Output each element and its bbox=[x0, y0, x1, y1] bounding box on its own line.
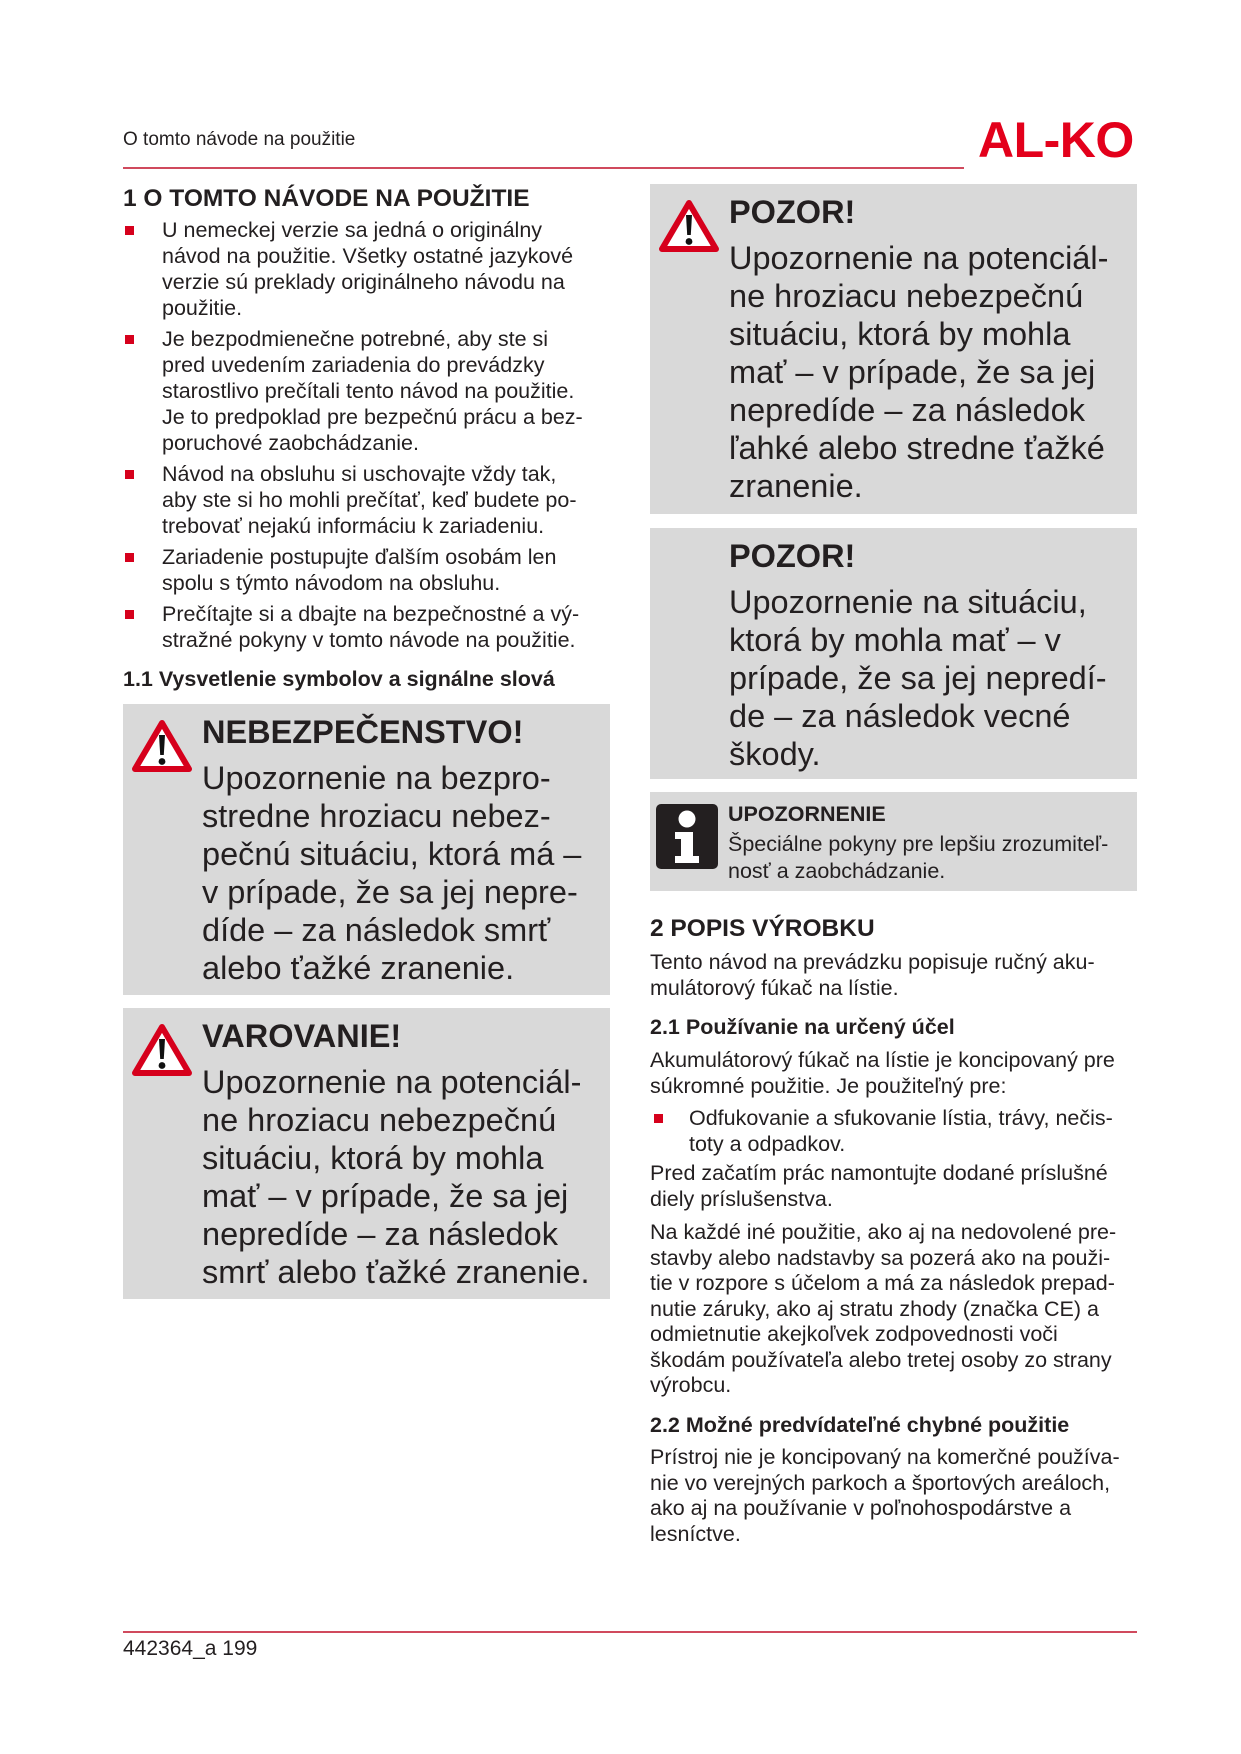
notice-box bbox=[650, 792, 1137, 891]
subsection-2-1-paragraph: Na každé iné použitie, ako aj na nedovolené pre- stavby alebo nadstavby sa pozerá ako na použi- tie v rozpore s účelom a má za následok prepad- nutie záruky, ako aj stratu zhody (značka CE) a odmietnutie akejkoľvek zodpovednosti voči škodám používateľa alebo tretej osoby zo strany výrobcu. bbox=[650, 1220, 1117, 1397]
danger-signal-box bbox=[123, 704, 610, 995]
section-1-title: 1 O TOMTO NÁVODE NA POUŽITIE bbox=[123, 185, 530, 212]
danger-signal-text: Upozornenie na bezpro- stredne hroziacu nebez- pečnú situáciu, ktorá má – v prípade, že sa jej nepre- díde – za následok smrť alebo ťažké zranenie. bbox=[202, 760, 582, 986]
warning-signal-content bbox=[202, 1016, 610, 1291]
list-item-text: Návod na obsluhu si uschovajte vždy tak, aby ste si ho mohli prečítať, keď budete po- trebovať nejakú informáciu k zariadeniu. bbox=[162, 462, 577, 538]
running-header: O tomto návode na použitie bbox=[123, 129, 356, 150]
warning-triangle-icon bbox=[130, 718, 194, 774]
caution-injury-signal-content bbox=[729, 192, 1137, 505]
bullet-square-icon bbox=[125, 470, 134, 479]
list-item-text: Je bezpodmienečne potrebné, aby ste si pred uvedením zariadenia do prevádzky starostlivo prečítali tento návod na použitie. Je to predpoklad pre bezpečnú prácu a bez- poruchové zaobchádzanie. bbox=[162, 327, 583, 455]
caution-damage-signal-title: POZOR! bbox=[729, 538, 856, 574]
caution-injury-signal-title: POZOR! bbox=[729, 194, 856, 230]
subsection-1-1-title: 1.1 Vysvetlenie symbolov a signálne slová bbox=[123, 667, 555, 691]
header-divider bbox=[123, 167, 964, 169]
footer-divider bbox=[123, 1631, 1137, 1633]
list-item-text: U nemeckej verzie sa jedná o originálny návod na použitie. Všetky ostatné jazykové verzie sú preklady originálneho návodu na použitie. bbox=[162, 218, 574, 320]
warning-signal-text: Upozornenie na potenciál- ne hroziacu nebezpečnú situáciu, ktorá by mohla mať – v prípade, že sa jej nepredíde – za následok smrť alebo ťažké zranenie. bbox=[202, 1064, 590, 1290]
subsection-2-1-title: 2.1 Používanie na určený účel bbox=[650, 1015, 955, 1039]
subsection-2-1-paragraph: Pred začatím prác namontujte dodané príslušné diely príslušenstva. bbox=[650, 1161, 1108, 1211]
section-2-intro: Tento návod na prevádzku popisuje ručný aku- mulátorový fúkač na lístie. bbox=[650, 950, 1095, 1000]
list-item-text: Prečítajte si a dbajte na bezpečnostné a vý- stražné pokyny v tomto návode na použitie. bbox=[162, 602, 580, 652]
section-1-bullet-list bbox=[123, 217, 610, 658]
bullet-square-icon bbox=[125, 335, 134, 344]
list-item bbox=[123, 217, 610, 321]
list-item bbox=[123, 601, 610, 653]
warning-triangle-icon bbox=[657, 198, 721, 254]
caution-damage-signal-content bbox=[729, 536, 1137, 773]
section-2-title: 2 POPIS VÝROBKU bbox=[650, 915, 875, 942]
list-item bbox=[123, 326, 610, 456]
alko-logo: AL-KO bbox=[978, 112, 1134, 168]
bullet-square-icon bbox=[125, 226, 134, 235]
subsection-2-2-title: 2.2 Možné predvídateľné chybné použitie bbox=[650, 1413, 1070, 1437]
list-item-text: Odfukovanie a sfukovanie lístia, trávy, nečis- toty a odpadkov. bbox=[689, 1106, 1113, 1156]
notice-content bbox=[728, 801, 1137, 885]
danger-signal-content bbox=[202, 712, 610, 987]
list-item bbox=[123, 544, 610, 596]
danger-signal-title: NEBEZPEČENSTVO! bbox=[202, 714, 524, 750]
caution-injury-signal-box bbox=[650, 184, 1137, 514]
notice-text: Špeciálne pokyny pre lepšiu zrozumiteľ- nosť a zaobchádzanie. bbox=[728, 832, 1109, 883]
subsection-2-2-paragraph: Prístroj nie je koncipovaný na komerčné používa- nie vo verejných parkoch a športových areáloch, ako aj na používanie v poľnohospodárstve a lesníctve. bbox=[650, 1445, 1120, 1546]
caution-damage-signal-text: Upozornenie na situáciu, ktorá by mohla mať – v prípade, že sa jej nepredí- de – za následok vecné škody. bbox=[729, 584, 1107, 772]
list-item-text: Zariadenie postupujte ďalším osobám len spolu s týmto návodom na obsluhu. bbox=[162, 545, 557, 595]
warning-signal-box bbox=[123, 1008, 610, 1299]
info-icon bbox=[656, 804, 718, 869]
warning-triangle-icon bbox=[130, 1022, 194, 1078]
notice-title: UPOZORNENIE bbox=[728, 802, 886, 826]
subsection-2-1-paragraph: Akumulátorový fúkač na lístie je koncipovaný pre súkromné použitie. Je použiteľný pre: bbox=[650, 1048, 1115, 1098]
footer-page-number: 442364_a 199 bbox=[123, 1637, 258, 1660]
list-item bbox=[123, 461, 610, 539]
list-item bbox=[650, 1105, 1137, 1157]
bullet-square-icon bbox=[125, 610, 134, 619]
bullet-square-icon bbox=[125, 553, 134, 562]
warning-signal-title: VAROVANIE! bbox=[202, 1018, 402, 1054]
caution-damage-signal-box bbox=[650, 528, 1137, 779]
caution-injury-signal-text: Upozornenie na potenciál- ne hroziacu nebezpečnú situáciu, ktorá by mohla mať – v prípade, že sa jej nepredíde – za následok ľahké alebo stredne ťažké zranenie. bbox=[729, 240, 1109, 504]
bullet-square-icon bbox=[654, 1114, 663, 1123]
subsection-2-1-bullet-list bbox=[650, 1105, 1137, 1157]
